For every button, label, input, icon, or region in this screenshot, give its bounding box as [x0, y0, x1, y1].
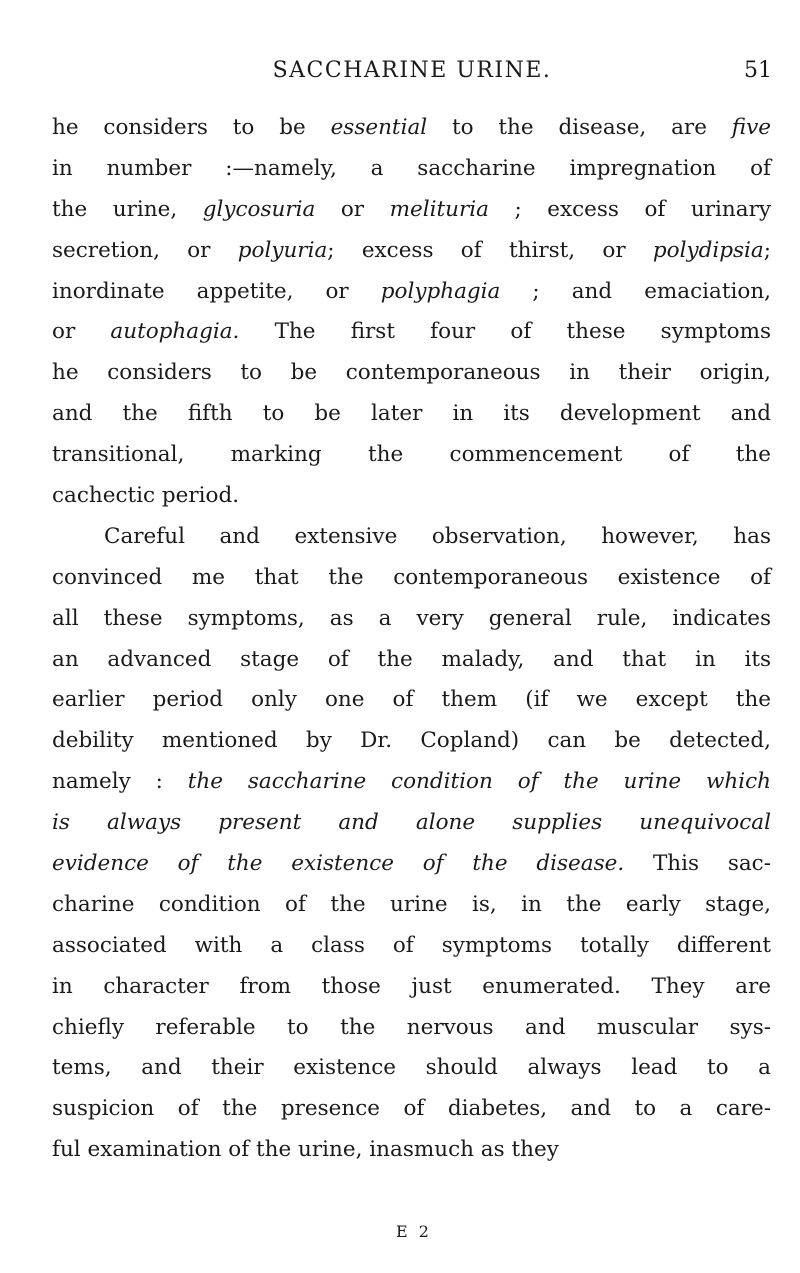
italic-text: polyphagia — [380, 278, 501, 304]
text-segment: or — [315, 196, 390, 222]
text-segment: cachectic period. — [52, 483, 240, 509]
text-line — [52, 967, 771, 1008]
text-segment: The first four of these symptoms — [239, 319, 771, 345]
text-segment: to the disease, are — [427, 115, 732, 140]
text-segment: ; and emaciation, — [500, 278, 772, 304]
running-head-title: SACCHARINE URINE. — [272, 58, 552, 83]
text-segment: secretion, or — [52, 237, 238, 263]
italic-text: polyuria — [237, 237, 328, 263]
italic-text: glycosuria — [202, 196, 316, 222]
text-line — [52, 1089, 771, 1130]
text-segment: namely : — [52, 769, 188, 795]
text-segment: he considers to be contemporaneous in their origin, — [52, 360, 771, 386]
italic-text: essential — [330, 115, 428, 140]
text-segment: Careful and extensive observation, however, has — [104, 523, 771, 549]
italic-text: polydipsia — [652, 237, 764, 263]
italic-text: the saccharine condition of the urine which — [187, 769, 771, 795]
text-segment: an advanced stage of the malady, and that in its — [52, 646, 771, 672]
text-line — [52, 353, 771, 394]
text-line — [52, 640, 771, 681]
text-segment: all these symptoms, as a very general rule, indicates — [52, 605, 771, 631]
text-segment: inordinate appetite, or — [52, 278, 381, 304]
text-segment: tems, and their existence should always lead to a — [52, 1055, 771, 1081]
text-segment: ; excess of thirst, or — [327, 237, 653, 263]
text-segment: in number :—namely, a saccharine impregnation of — [52, 155, 771, 181]
text-segment: he considers to be — [52, 115, 331, 140]
text-segment: convinced me that the contemporaneous existence of — [52, 564, 771, 590]
text-line — [52, 108, 771, 149]
text-segment: in character from those just enumerated. They are — [52, 973, 771, 999]
text-segment: the urine, — [52, 196, 203, 222]
page-number: 51 — [744, 58, 772, 83]
italic-text: five — [731, 115, 771, 140]
text-line — [52, 844, 771, 885]
text-line — [52, 1130, 771, 1171]
text-line — [52, 394, 771, 435]
text-line — [52, 149, 771, 190]
text-line — [52, 190, 771, 231]
italic-text: evidence of the existence of the disease. — [52, 851, 625, 877]
running-head — [52, 58, 772, 88]
text-line — [52, 680, 771, 721]
text-segment: ; — [763, 237, 771, 263]
text-line — [52, 721, 771, 762]
text-line — [52, 599, 771, 640]
text-segment: earlier period only one of them (if we except the — [52, 687, 771, 713]
text-line — [52, 1008, 771, 1049]
text-line — [52, 231, 771, 272]
text-segment: or — [52, 319, 111, 345]
text-line — [52, 272, 771, 313]
text-line — [52, 312, 771, 353]
text-segment: ; excess of urinary — [488, 196, 771, 222]
text-line — [52, 762, 771, 803]
signature-mark: E 2 — [396, 1222, 432, 1241]
text-line — [52, 885, 771, 926]
text-segment: associated with a class of symptoms totally different — [52, 932, 771, 958]
body-text — [52, 108, 771, 1171]
text-line — [52, 926, 771, 967]
text-line — [52, 558, 771, 599]
text-segment: transitional, marking the commencement of the — [52, 442, 771, 468]
italic-text: melituria — [389, 196, 489, 222]
text-segment: ful examination of the urine, inasmuch as they — [52, 1137, 559, 1163]
text-line — [52, 517, 771, 558]
text-segment: and the fifth to be later in its development and — [52, 401, 771, 427]
text-segment: debility mentioned by Dr. Copland) can be detected, — [52, 728, 771, 754]
italic-text: autophagia. — [110, 319, 240, 345]
text-segment: chiefly referable to the nervous and muscular sys- — [52, 1014, 771, 1040]
text-line — [52, 803, 771, 844]
text-line — [52, 435, 771, 476]
text-segment: charine condition of the urine is, in the early stage, — [52, 891, 771, 917]
italic-text: is always present and alone supplies unequivocal — [52, 810, 771, 836]
text-line — [52, 1048, 771, 1089]
text-segment: suspicion of the presence of diabetes, and to a care- — [52, 1096, 771, 1122]
text-line — [52, 476, 771, 517]
text-segment: This sac- — [624, 851, 771, 877]
